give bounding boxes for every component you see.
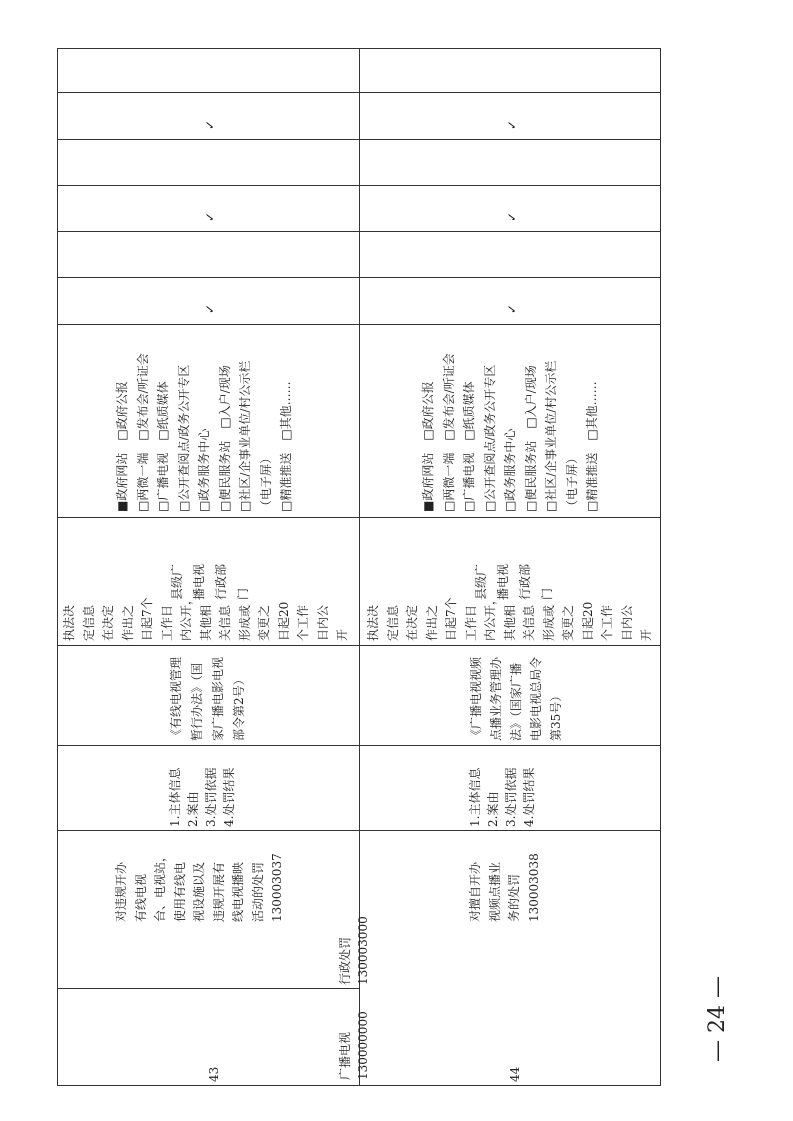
basis-cell: 《有线电视管理 暂行办法》（国 家广播电影电视 部令第2号） <box>169 656 246 741</box>
table-border-bottom <box>57 1085 661 1086</box>
content-cell: 1.主体信息 2.案由 3.处罚依据 4.处罚结果 <box>168 767 236 827</box>
check-mark: ✓ <box>505 211 519 222</box>
row-number: 44 <box>508 1066 522 1082</box>
check-mark: ✓ <box>505 119 519 130</box>
column-divider <box>57 324 661 325</box>
category-cell: 广播电视 130000000 <box>338 1011 370 1080</box>
column-divider <box>57 277 661 278</box>
check-mark: ✓ <box>203 119 217 130</box>
content-cell: 1.主体信息 2.案由 3.处罚依据 4.处罚结果 <box>468 767 536 827</box>
page-number: — 24 — <box>705 976 730 1062</box>
type-cell: 行政处罚 130003000 <box>338 916 370 985</box>
column-divider <box>57 185 661 186</box>
column-divider <box>57 745 661 746</box>
column-divider <box>57 988 359 989</box>
column-divider <box>57 92 661 93</box>
column-divider <box>57 830 661 831</box>
basis-cell: 《广播电视视频 点播业务管理办 法》（国家广播 电影电视总局令 第35号） <box>469 656 563 741</box>
channels-cell: ■政府网站 □政府公报 □两微一端 □发布会/听证会 □广播电视 □纸质媒体 □公开查阅点/政务公开专区 □政务服务中心 □便民服务站 □入户/现场 □社区/企事业单位/村公示栏 （电子屏） □精准推送 □其他…… <box>115 353 293 512</box>
subject-cell: 县级广 播电视 行政部 门 <box>474 563 554 600</box>
column-divider <box>57 231 661 232</box>
column-divider <box>57 139 661 140</box>
table-border-top <box>57 48 661 49</box>
subject-cell: 县级广 播电视 行政部 门 <box>170 563 250 600</box>
table-border-right <box>660 48 661 1085</box>
check-mark: ✓ <box>203 303 217 314</box>
time-limit-cell: 执法决 定信息 在决定 作出之 日起7个 工作日 内公开， 其他相 关信息 形成或 变更之 日起20 个工作 日内公 开 <box>366 592 653 641</box>
check-mark: ✓ <box>505 303 519 314</box>
column-divider <box>57 645 661 646</box>
channels-cell: ■政府网站 □政府公报 □两微一端 □发布会/听证会 □广播电视 □纸质媒体 □公开查阅点/政务公开专区 □政务服务中心 □便民服务站 □入户/现场 □社区/企事业单位/村公示栏 （电子屏） □精准推送 □其他…… <box>421 353 599 512</box>
row-number: 43 <box>207 1066 221 1082</box>
table-border-left <box>57 48 58 1085</box>
column-divider <box>57 517 661 518</box>
item-cell: 对违规开办 有线电视 台、电视站， 使用有线电 视设施以及 违规开展有 线电视播映 活动的处罚 130003037 <box>114 849 284 922</box>
time-limit-cell: 执法决 定信息 在决定 作出之 日起7个 工作日 内公开， 其他相 关信息 形成或 变更之 日起20 个工作 日内公 开 <box>62 592 349 641</box>
check-mark: ✓ <box>203 211 217 222</box>
item-cell: 对擅自开办 视频点播业 务的处罚 130003038 <box>468 853 541 922</box>
